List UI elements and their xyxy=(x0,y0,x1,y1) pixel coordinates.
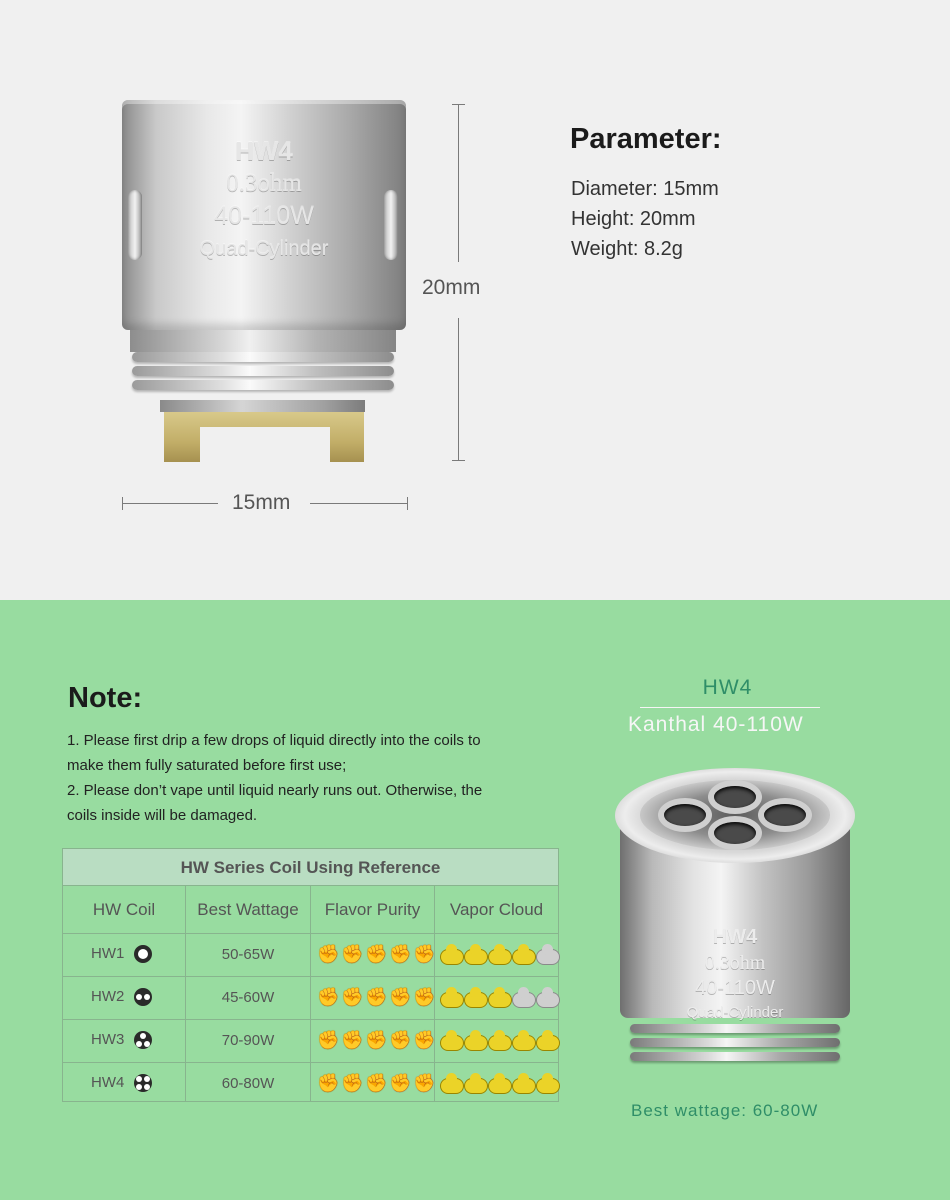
flavor-purity-rating xyxy=(317,943,435,965)
right-coil-subtitle: Kanthal 40-110W xyxy=(628,713,804,736)
thumbs-up-icon: ✊ xyxy=(341,944,364,964)
cloud-icon xyxy=(489,1079,511,1093)
thumbs-up-icon: ✊ xyxy=(341,987,364,1007)
flavor-purity-rating xyxy=(317,986,435,1008)
cylinder-hole xyxy=(764,804,806,826)
height-dimension-cap xyxy=(452,460,465,461)
width-dimension-cap xyxy=(122,497,123,510)
coil-top-rim xyxy=(615,768,855,863)
coil-engraving-resistance: 0.3ohm xyxy=(704,952,766,974)
cylinder-hole xyxy=(714,822,756,844)
thumbs-up-icon: ✊ xyxy=(341,1073,364,1093)
coil-thread xyxy=(630,1024,840,1033)
parameter-title: Parameter: xyxy=(570,123,722,155)
coil-engraving-type: Quad-Cylinder xyxy=(199,238,329,260)
coil-engraving-wattage: 40-110W xyxy=(695,977,775,999)
width-dimension-label: 15mm xyxy=(232,491,291,514)
note-title: Note: xyxy=(68,682,143,714)
header-flavor-purity: Flavor Purity xyxy=(324,900,421,919)
cylinder-count-icon xyxy=(134,988,152,1006)
thumbs-up-icon: ✊ xyxy=(317,987,340,1007)
coil-engraving-resistance: 0.3ohm xyxy=(226,170,302,197)
cloud-icon xyxy=(537,993,559,1007)
thumbs-up-icon: ✊ xyxy=(365,1073,388,1093)
coil-engraving-model: HW4 xyxy=(235,136,293,166)
cloud-icon xyxy=(513,1036,535,1050)
vapor-cloud-rating xyxy=(441,989,559,1011)
parameter-weight: Weight: 8.2g xyxy=(571,238,683,260)
coil-thread xyxy=(132,366,394,376)
cloud-icon xyxy=(513,993,535,1007)
coil-thread xyxy=(132,352,394,362)
best-wattage-cell: 70-90W xyxy=(221,1032,275,1049)
parameter-height: Height: 20mm xyxy=(571,208,696,230)
vapor-cloud-rating xyxy=(441,946,559,968)
thumbs-up-icon: ✊ xyxy=(413,987,436,1007)
cylinder-count-icon xyxy=(134,1074,152,1092)
thumbs-up-icon: ✊ xyxy=(341,1030,364,1050)
height-dimension-label: 20mm xyxy=(422,276,481,299)
thumbs-up-icon: ✊ xyxy=(389,1030,412,1050)
cloud-icon xyxy=(465,950,487,964)
best-wattage-cell: 60-80W xyxy=(221,1075,275,1092)
coil-neck xyxy=(130,330,396,352)
cloud-icon xyxy=(441,950,463,964)
thumbs-up-icon: ✊ xyxy=(413,1030,436,1050)
flavor-purity-rating xyxy=(317,1029,435,1051)
coil-engraving-model: HW4 xyxy=(712,926,758,948)
hw4-coil-side-image xyxy=(120,100,410,470)
coil-name-hw4: HW4 xyxy=(91,1074,125,1091)
coil-reference-table xyxy=(62,848,559,1102)
thumbs-up-icon: ✊ xyxy=(413,944,436,964)
vapor-cloud-rating xyxy=(441,1032,559,1054)
coil-thread xyxy=(630,1038,840,1047)
thumbs-up-icon: ✊ xyxy=(389,987,412,1007)
cloud-icon xyxy=(537,950,559,964)
cloud-icon xyxy=(513,950,535,964)
width-dimension-cap xyxy=(407,497,408,510)
cloud-icon xyxy=(489,993,511,1007)
coil-thread xyxy=(132,380,394,390)
header-best-wattage: Best Wattage xyxy=(197,900,299,919)
coil-thread xyxy=(630,1052,840,1061)
best-wattage-cell: 45-60W xyxy=(221,989,275,1006)
cylinder-count-icon xyxy=(134,1031,152,1049)
thumbs-up-icon: ✊ xyxy=(317,1073,340,1093)
cylinder-count-icon xyxy=(134,945,152,963)
coil-name-hw2: HW2 xyxy=(91,988,125,1005)
thumbs-up-icon: ✊ xyxy=(365,1030,388,1050)
header-vapor-cloud: Vapor Cloud xyxy=(449,900,544,919)
vapor-cloud-rating xyxy=(441,1075,559,1097)
best-wattage-cell: 50-65W xyxy=(221,946,275,963)
cloud-icon xyxy=(537,1036,559,1050)
coil-name-hw3: HW3 xyxy=(91,1031,125,1048)
table-caption: HW Series Coil Using Reference xyxy=(63,849,558,886)
cloud-icon xyxy=(465,993,487,1007)
coil-engraving-type: Quad-Cylinder xyxy=(686,1004,784,1021)
note-line: 2. Please don’t vape until liquid nearly runs out. Otherwise, the xyxy=(67,782,483,799)
cloud-icon xyxy=(441,993,463,1007)
coil-body xyxy=(122,100,406,330)
note-line: coils inside will be damaged. xyxy=(67,807,258,824)
thumbs-up-icon: ✊ xyxy=(365,944,388,964)
cylinder-hole xyxy=(664,804,706,826)
cloud-icon xyxy=(441,1079,463,1093)
note-line: 1. Please first drip a few drops of liquid directly into the coils to xyxy=(67,732,481,749)
right-coil-divider xyxy=(640,707,820,708)
parameter-diameter: Diameter: 15mm xyxy=(571,178,719,200)
coil-base xyxy=(160,400,365,412)
height-dimension-cap xyxy=(452,104,465,105)
coil-contact-pin xyxy=(164,412,364,462)
cloud-icon xyxy=(513,1079,535,1093)
note-line: make them fully saturated before first use; xyxy=(67,757,347,774)
cylinder-hole xyxy=(714,786,756,808)
thumbs-up-icon: ✊ xyxy=(389,1073,412,1093)
thumbs-up-icon: ✊ xyxy=(413,1073,436,1093)
thumbs-up-icon: ✊ xyxy=(365,987,388,1007)
thumbs-up-icon: ✊ xyxy=(317,1030,340,1050)
right-coil-title: HW4 xyxy=(702,676,753,699)
header-hw-coil: HW Coil xyxy=(92,900,156,919)
coil-inner-chamber xyxy=(640,780,830,850)
cloud-icon xyxy=(465,1079,487,1093)
coil-name-hw1: HW1 xyxy=(91,945,125,962)
cloud-icon xyxy=(489,1036,511,1050)
thumbs-up-icon: ✊ xyxy=(389,944,412,964)
right-coil-best-wattage: Best wattage: 60-80W xyxy=(631,1101,819,1120)
coil-engraving-wattage: 40-110W xyxy=(214,202,314,230)
cloud-icon xyxy=(465,1036,487,1050)
cloud-icon xyxy=(441,1036,463,1050)
flavor-purity-rating xyxy=(317,1072,435,1094)
hw4-coil-top-view-image xyxy=(615,768,855,1078)
cloud-icon xyxy=(489,950,511,964)
cloud-icon xyxy=(537,1079,559,1093)
thumbs-up-icon: ✊ xyxy=(317,944,340,964)
